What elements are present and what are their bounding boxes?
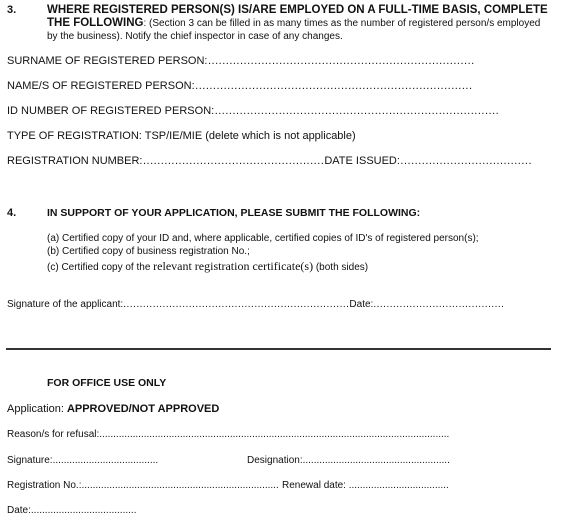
date-issued-dots: :..................................... [396,155,533,167]
names-dots: :.............................................................................. [191,80,473,92]
registration-number-label: REGISTRATION NUMBER [7,155,140,167]
names-field[interactable] [7,80,473,92]
office-use-heading: FOR OFFICE USE ONLY [47,377,167,389]
surname-field[interactable] [7,55,475,67]
applicant-signature-row [7,299,504,310]
id-number-field[interactable] [7,105,499,117]
section-divider [6,348,551,350]
section-3-heading-bold: WHERE REGISTERED PERSON(S) IS/ARE EMPLOYED ON A FULL-TIME BASIS, COMPLETE THE FOLLOWING [47,4,548,29]
application-value[interactable]: APPROVED/NOT APPROVED [66,403,220,415]
section-3-number: 3. [7,4,17,16]
section-3-heading-rest: : (Section 3 can be filled in as many times as the number of registered person/s employed by the business). Notify the chief inspector in case of any changes. [47,18,541,42]
application-status [7,403,219,415]
office-signature-field[interactable]: Signature:...................................... [7,455,159,466]
date-issued-label: DATE ISSUED [324,155,397,167]
section-3-heading [47,4,552,43]
surname-label: SURNAME OF REGISTERED PERSON [7,55,205,67]
section-4-number: 4. [7,207,17,219]
applicant-signature-label: Signature of the applicant: [7,299,124,310]
applicant-signature-dots: ..................................................................... [123,299,350,310]
names-label: NAME/S OF REGISTERED PERSON [7,80,192,92]
id-number-dots: :................................................................................ [211,105,500,117]
requirement-c-tail: (both sides) [313,262,369,273]
id-number-label: ID NUMBER OF REGISTERED PERSON [7,105,212,117]
requirement-c-serif: relevant registration certificate(s) [153,259,314,273]
application-label: Application: [7,403,67,415]
requirement-b: (b) Certified copy of business registration No.; [47,246,250,257]
date-issued-field[interactable] [324,155,532,167]
applicant-date-dots: ........................................ [373,299,505,310]
registration-number-dots: :................................................... [139,155,325,167]
registration-number-field[interactable] [7,155,324,167]
applicant-date-label: Date: [349,299,374,310]
applicant-signature-field[interactable] [7,299,349,310]
applicant-date-field[interactable] [349,299,504,310]
registration-number-row [7,155,532,167]
refusal-reason-field[interactable]: Reason/s for refusal:.............................................................................................................................. [7,429,450,440]
designation-field[interactable]: Designation:..................................................... [247,455,450,466]
section-4-heading: IN SUPPORT OF YOUR APPLICATION, PLEASE SUBMIT THE FOLLOWING: [47,207,421,219]
type-of-registration: TYPE OF REGISTRATION: TSP/IE/MIE (delete which is not applicable) [7,130,356,142]
renewal-date-field[interactable]: Renewal date: .................................... [282,480,449,491]
requirement-c-lead: (c) Certified copy of the [47,262,154,273]
surname-dots: :........................................................................... [204,55,475,67]
requirement-a: (a) Certified copy of your ID and, where applicable, certified copies of ID's of registered person(s); [47,233,479,244]
office-registration-number-field[interactable]: Registration No.:....................................................................... [7,480,279,491]
requirement-c [47,259,368,274]
office-date-field[interactable]: Date:...................................... [7,505,137,516]
